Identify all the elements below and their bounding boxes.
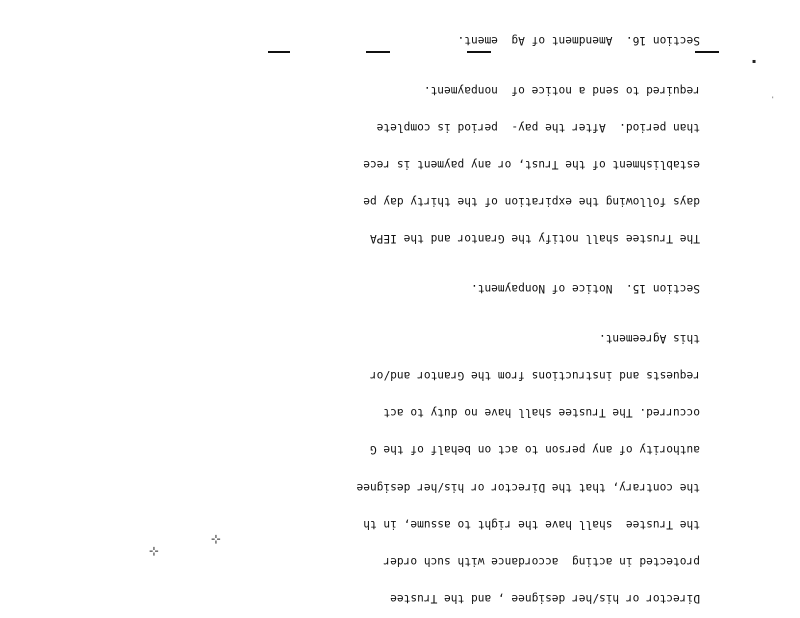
text-line: days following the expiration of the thirty day pe <box>363 195 700 209</box>
page-body-rotated <box>100 0 700 618</box>
text-line: required to send a notice of nonpayment. <box>423 83 700 97</box>
scan-speck: ⊹ <box>211 532 222 546</box>
scan-speck: ▪ <box>752 58 757 65</box>
text-line: the Trustee shall have the right to assume, in th <box>363 517 700 531</box>
text-line: establishment of the Trust, or any payment is rece <box>363 158 700 171</box>
text-line: the contrary, that the Director or his/her designee <box>356 480 700 494</box>
text-line: authority of any person to act on behalf of the G <box>369 443 700 457</box>
section-15-tail <box>100 306 700 618</box>
scan-speck: ⊹ <box>149 544 160 558</box>
text-line: protected in acting accordance with such order <box>383 554 700 568</box>
text-line: occurred. The Trustee shall have no duty to act <box>383 406 700 420</box>
text-line: The Trustee shall notify the Grantor and the IEPA <box>369 232 700 246</box>
text-line: Director or his/her designee , and the Trustee <box>390 592 700 606</box>
text-line: requests and instructions from the Grantor and/or <box>369 368 700 382</box>
section-15-body <box>100 58 700 269</box>
section-15-heading: Section 15. Notice of Nonpayment. <box>470 282 700 296</box>
text-line: this Agreement. <box>598 331 700 345</box>
scan-speck: ' <box>772 96 774 103</box>
section-16-body <box>100 0 700 21</box>
section-16-heading: Section 16. Amendment of Ag ement. <box>457 33 700 47</box>
text-line: than period. After the pay- period is complete <box>376 120 700 134</box>
